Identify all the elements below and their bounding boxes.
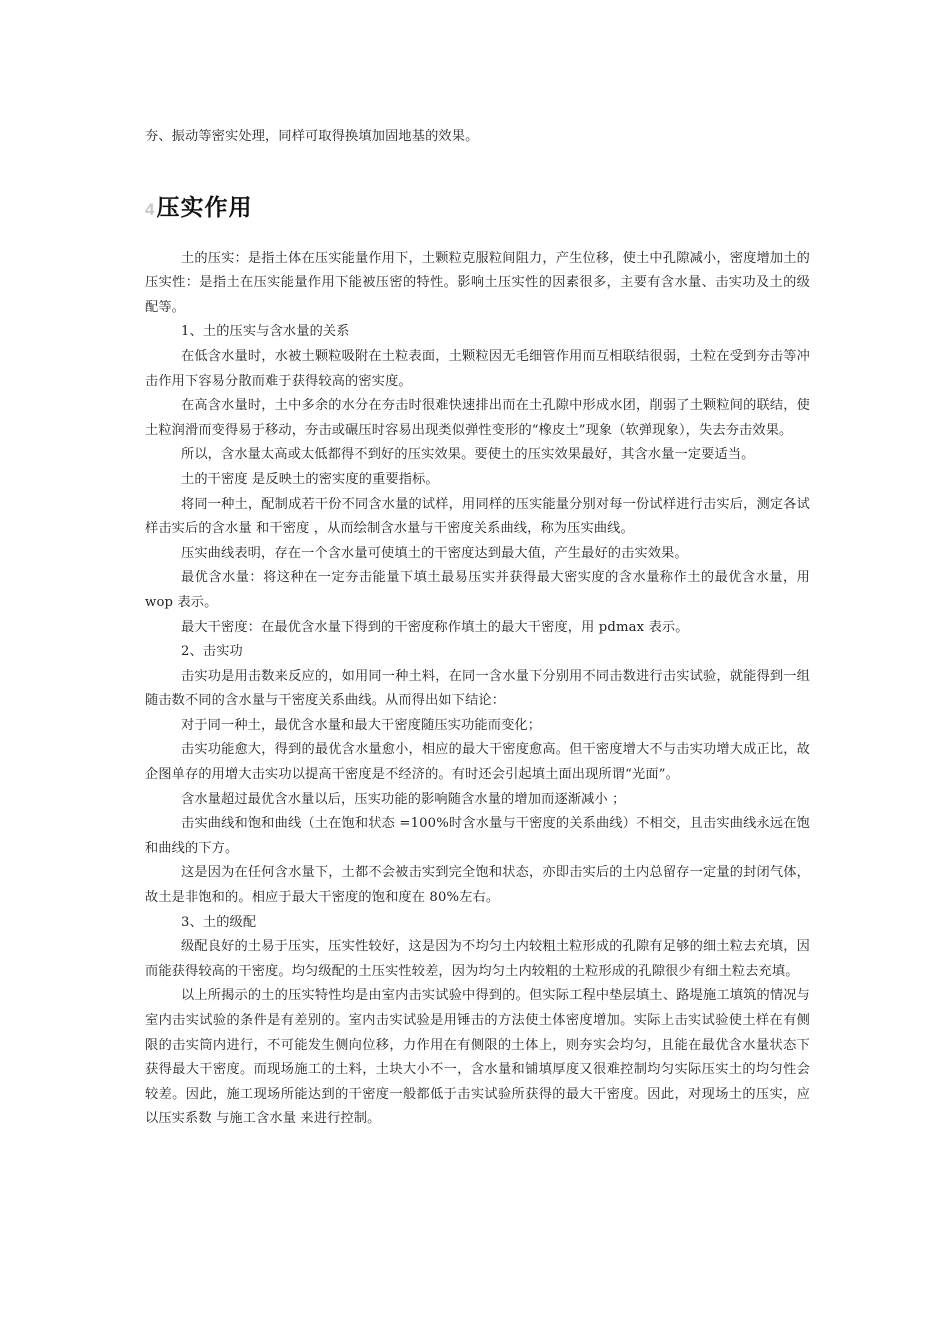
paragraph: 压实曲线表明，存在一个含水量可使填土的干密度达到最大值，产生最好的击实效果。 [181,545,688,561]
paragraph: 将同一种土，配制成若干份不同含水量的试样，用同样的压实能量分别对每一份试样进行击实后，测定各试样击实后的含水量 和干密度 ，从而绘制含水量与干密度关系曲线，称为压实曲线。 [145,496,810,537]
paragraph: 土的干密度 是反映土的密实度的重要指标。 [181,471,439,487]
paragraph: 对于同一种土，最优含水量和最大干密度随压实功能而变化； [181,717,542,733]
subheading: 2、击实功 [181,644,243,660]
lead-line: 夯、振动等密实处理，同样可取得换填加固地基的效果。 [145,129,479,144]
paragraph: 土的压实：是指土体在压实能量作用下，土颗粒克服粒间阻力，产生位移，使土中孔隙减小，密度增加土的压实性：是指土在压实能量作用下能被压密的特性。影响土压实性的因素很多，主要有含水量、击实功及土的级配等。 [145,250,810,315]
section-title: 压实作用 [156,194,253,221]
paragraph: 含水量超过最优含水量以后，压实功能的影响随含水量的增加而逐渐减小 ； [181,791,626,807]
paragraph: 以上所揭示的土的压实特性均是由室内击实试验中得到的。但实际工程中垫层填土、路堤施工填筑的情况与室内击实试验的条件是有差别的。室内击实试验是用锤击的方法使土体密度增加。实际上击实试验使土样在有侧限的击实筒内进行，不可能发生侧向位移，力作用在有侧限的土体上，则夯实会均匀，且能在最优含水量状态下获得最大干密度。而现场施工的土料，土块大小不一，含水量和铺填厚度又很难控制均匀实际压实土的均匀性会较差。因此，施工现场所能达到的干密度一般都低于击实试验所获得的最大干密度。因此，对现场土的压实，应以压实系数 与施工含水量 来进行控制。 [145,988,810,1127]
paragraph: 击实曲线和饱和曲线（土在饱和状态 =100%时含水量与干密度的关系曲线）不相交，且击实曲线永远在饱和曲线的下方。 [145,816,810,856]
paragraph: 在低含水量时，水被土颗粒吸附在土粒表面，土颗粒因无毛细管作用而互相联结很弱，土粒在受到夯击等冲击作用下容易分散而难于获得较高的密实度。 [145,348,810,389]
paragraph: 击实功能愈大，得到的最优含水量愈小，相应的最大干密度愈高。但干密度增大不与击实功增大成正比，故企图单存的用增大击实功以提高干密度是不经济的。有时还会引起填土面出现所谓“光面”。 [145,742,810,783]
paragraph: 击实功是用击数来反应的，如用同一种土料，在同一含水量下分别用不同击数进行击实试验，就能得到一组随击数不同的含水量与干密度关系曲线。从而得出如下结论： [145,668,810,709]
paragraph: 最大干密度：在最优含水量下得到的干密度称作填土的最大干密度，用 pdmax 表示。 [181,619,689,635]
subheading: 3、土的级配 [181,914,257,930]
section-number: 4 [145,199,155,219]
section-heading [145,189,810,229]
document-body [145,125,810,1132]
paragraph: 最优含水量：将这种在一定夯击能量下填土最易压实并获得最大密实度的含水量称作土的最优含水量，用 wop 表示。 [145,570,810,610]
paragraph: 级配良好的土易于压实，压实性较好，这是因为不均匀土内较粗土粒形成的孔隙有足够的细土粒去充填，因而能获得较高的干密度。均匀级配的土压实性较差，因为均匀土内较粗的土粒形成的孔隙很少有细土粒去充填。 [145,939,810,979]
paragraph: 所以，含水量太高或太低都得不到好的压实效果。要使土的压实效果最好，其含水量一定要适当。 [181,447,755,463]
paragraph: 在高含水量时，土中多余的水分在夯击时很难快速排出而在土孔隙中形成水团，削弱了土颗粒间的联结，使土粒润滑而变得易于移动，夯击或碾压时容易出现类似弹性变形的“橡皮土”现象（软弹现象），失去夯击效果。 [145,398,810,438]
subheading: 1、土的压实与含水量的关系 [181,324,350,340]
paragraph: 这是因为在任何含水量下，土都不会被击实到完全饱和状态，亦即击实后的土内总留存一定量的封闭气体，故土是非饱和的。相应于最大干密度的饱和度在 80%左右。 [145,865,810,906]
